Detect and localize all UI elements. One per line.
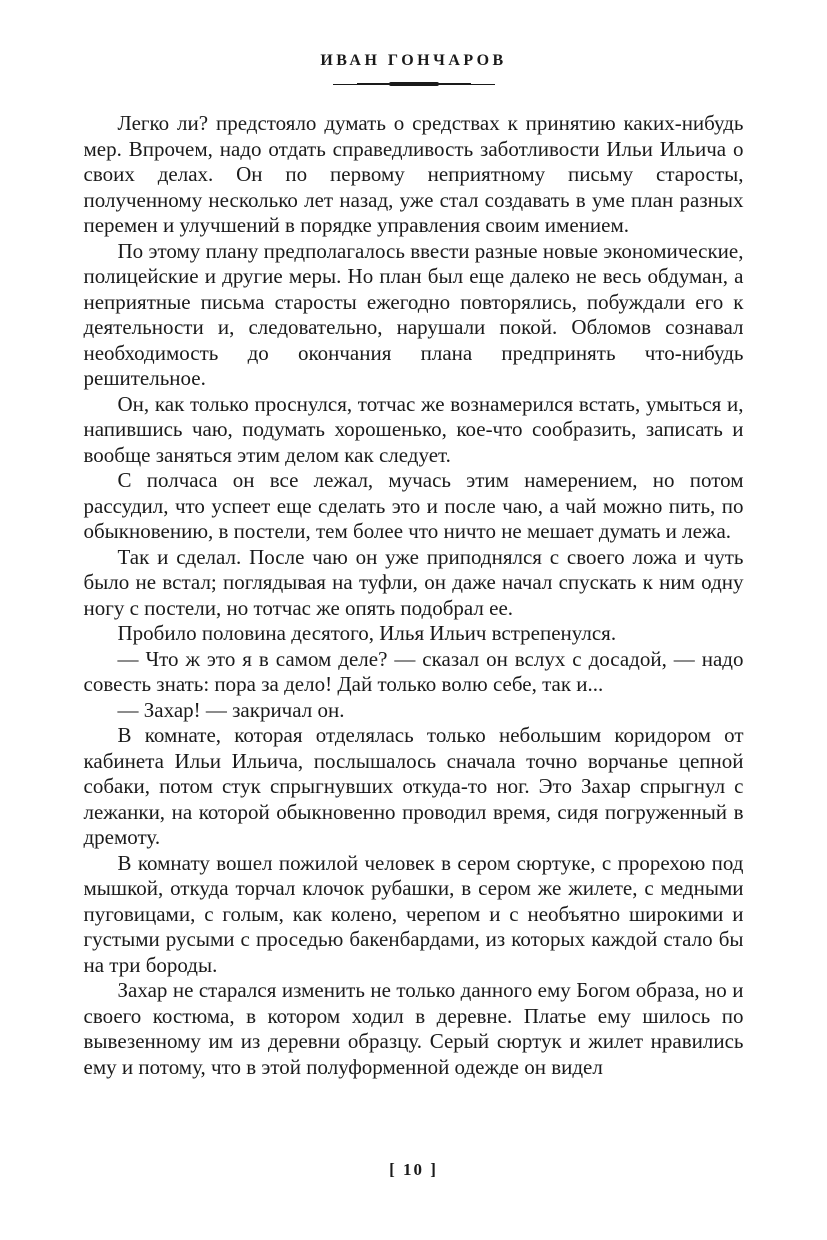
paragraph: По этому плану предполагалось ввести разные новые экономические, полицейские и другие меры. Но план был еще далеко не весь обдуман, а неприятные письма старосты ежегодно повторялись, побуждали его к деятельности и, следовательно, нарушали покой. Обломов сознавал необходимость до окончания плана предпринять что-нибудь решительное. (83, 238, 744, 390)
paragraph: — Что ж это я в самом деле? — сказал он вслух с досадой, — надо совесть знать: пора за дело! Дай только волю себе, так и... (83, 646, 744, 696)
page-header-author: ИВАН ГОНЧАРОВ (320, 52, 507, 69)
paragraph: Он, как только проснулся, тотчас же вознамерился встать, умыться и, напившись чаю, подумать хорошенько, кое-что сообразить, записать и вообще заняться этим делом как следует. (83, 391, 744, 467)
paragraph: Захар не старался изменить не только данного ему Богом образа, но и своего костюма, в котором ходил в деревне. Платье ему шилось по вывезенному им из деревни образцу. Серый сюртук и жилет нравились ему и потому, что в этой полуформенной одежде он видел (83, 978, 744, 1079)
paragraph: Легко ли? предстояло думать о средствах к принятию каких-нибудь мер. Впрочем, надо отдать справедливость заботливости Ильи Ильича о своих делах. Он по первому неприятному письму старосты, полученному несколько лет назад, уже стал создавать в уме план разных перемен и улучшений в порядке управления своим имением. (83, 111, 744, 237)
paragraph: С полчаса он все лежал, мучась этим намерением, но потом рассудил, что успеет еще сделать это и после чаю, а чай можно пить, по обыкновению, в постели, тем более что ничто не мешает думать и лежа. (83, 468, 744, 543)
paragraph: В комнату вошел пожилой человек в сером сюртуке, с прорехою под мышкой, откуда торчал клочок рубашки, в сером же жилете, с медными пуговицами, с голым, как колено, черепом и с необъятно широкими и густыми русыми с проседью бакенбардами, из которых каждой стало бы на три бороды. (83, 850, 744, 977)
paragraph: — Захар! — закричал он. (117, 697, 345, 722)
ornamental-divider-rule (333, 81, 495, 87)
divider-thick-center (389, 82, 439, 86)
paragraph: Пробило половина десятого, Илья Ильич встрепенулся. (117, 621, 617, 645)
paragraph: В комнате, которая отделялась только небольшим коридором от кабинета Ильи Ильича, послышалось сначала точно ворчанье цепной собаки, потом стук спрыгнувших откуда-то ног. Это Захар спрыгнул с лежанки, на которой обыкновенно проводил время, сидя погруженный в дремоту. (83, 723, 744, 849)
paragraph: Так и сделал. После чаю он уже приподнялся с своего ложа и чуть было не встал; поглядывая на туфли, он даже начал спускать к ним одну ногу с постели, но тотчас же опять подобрал ее. (83, 544, 744, 620)
body-text (84, 111, 744, 1080)
page-number: [ 10 ] (389, 1160, 438, 1179)
